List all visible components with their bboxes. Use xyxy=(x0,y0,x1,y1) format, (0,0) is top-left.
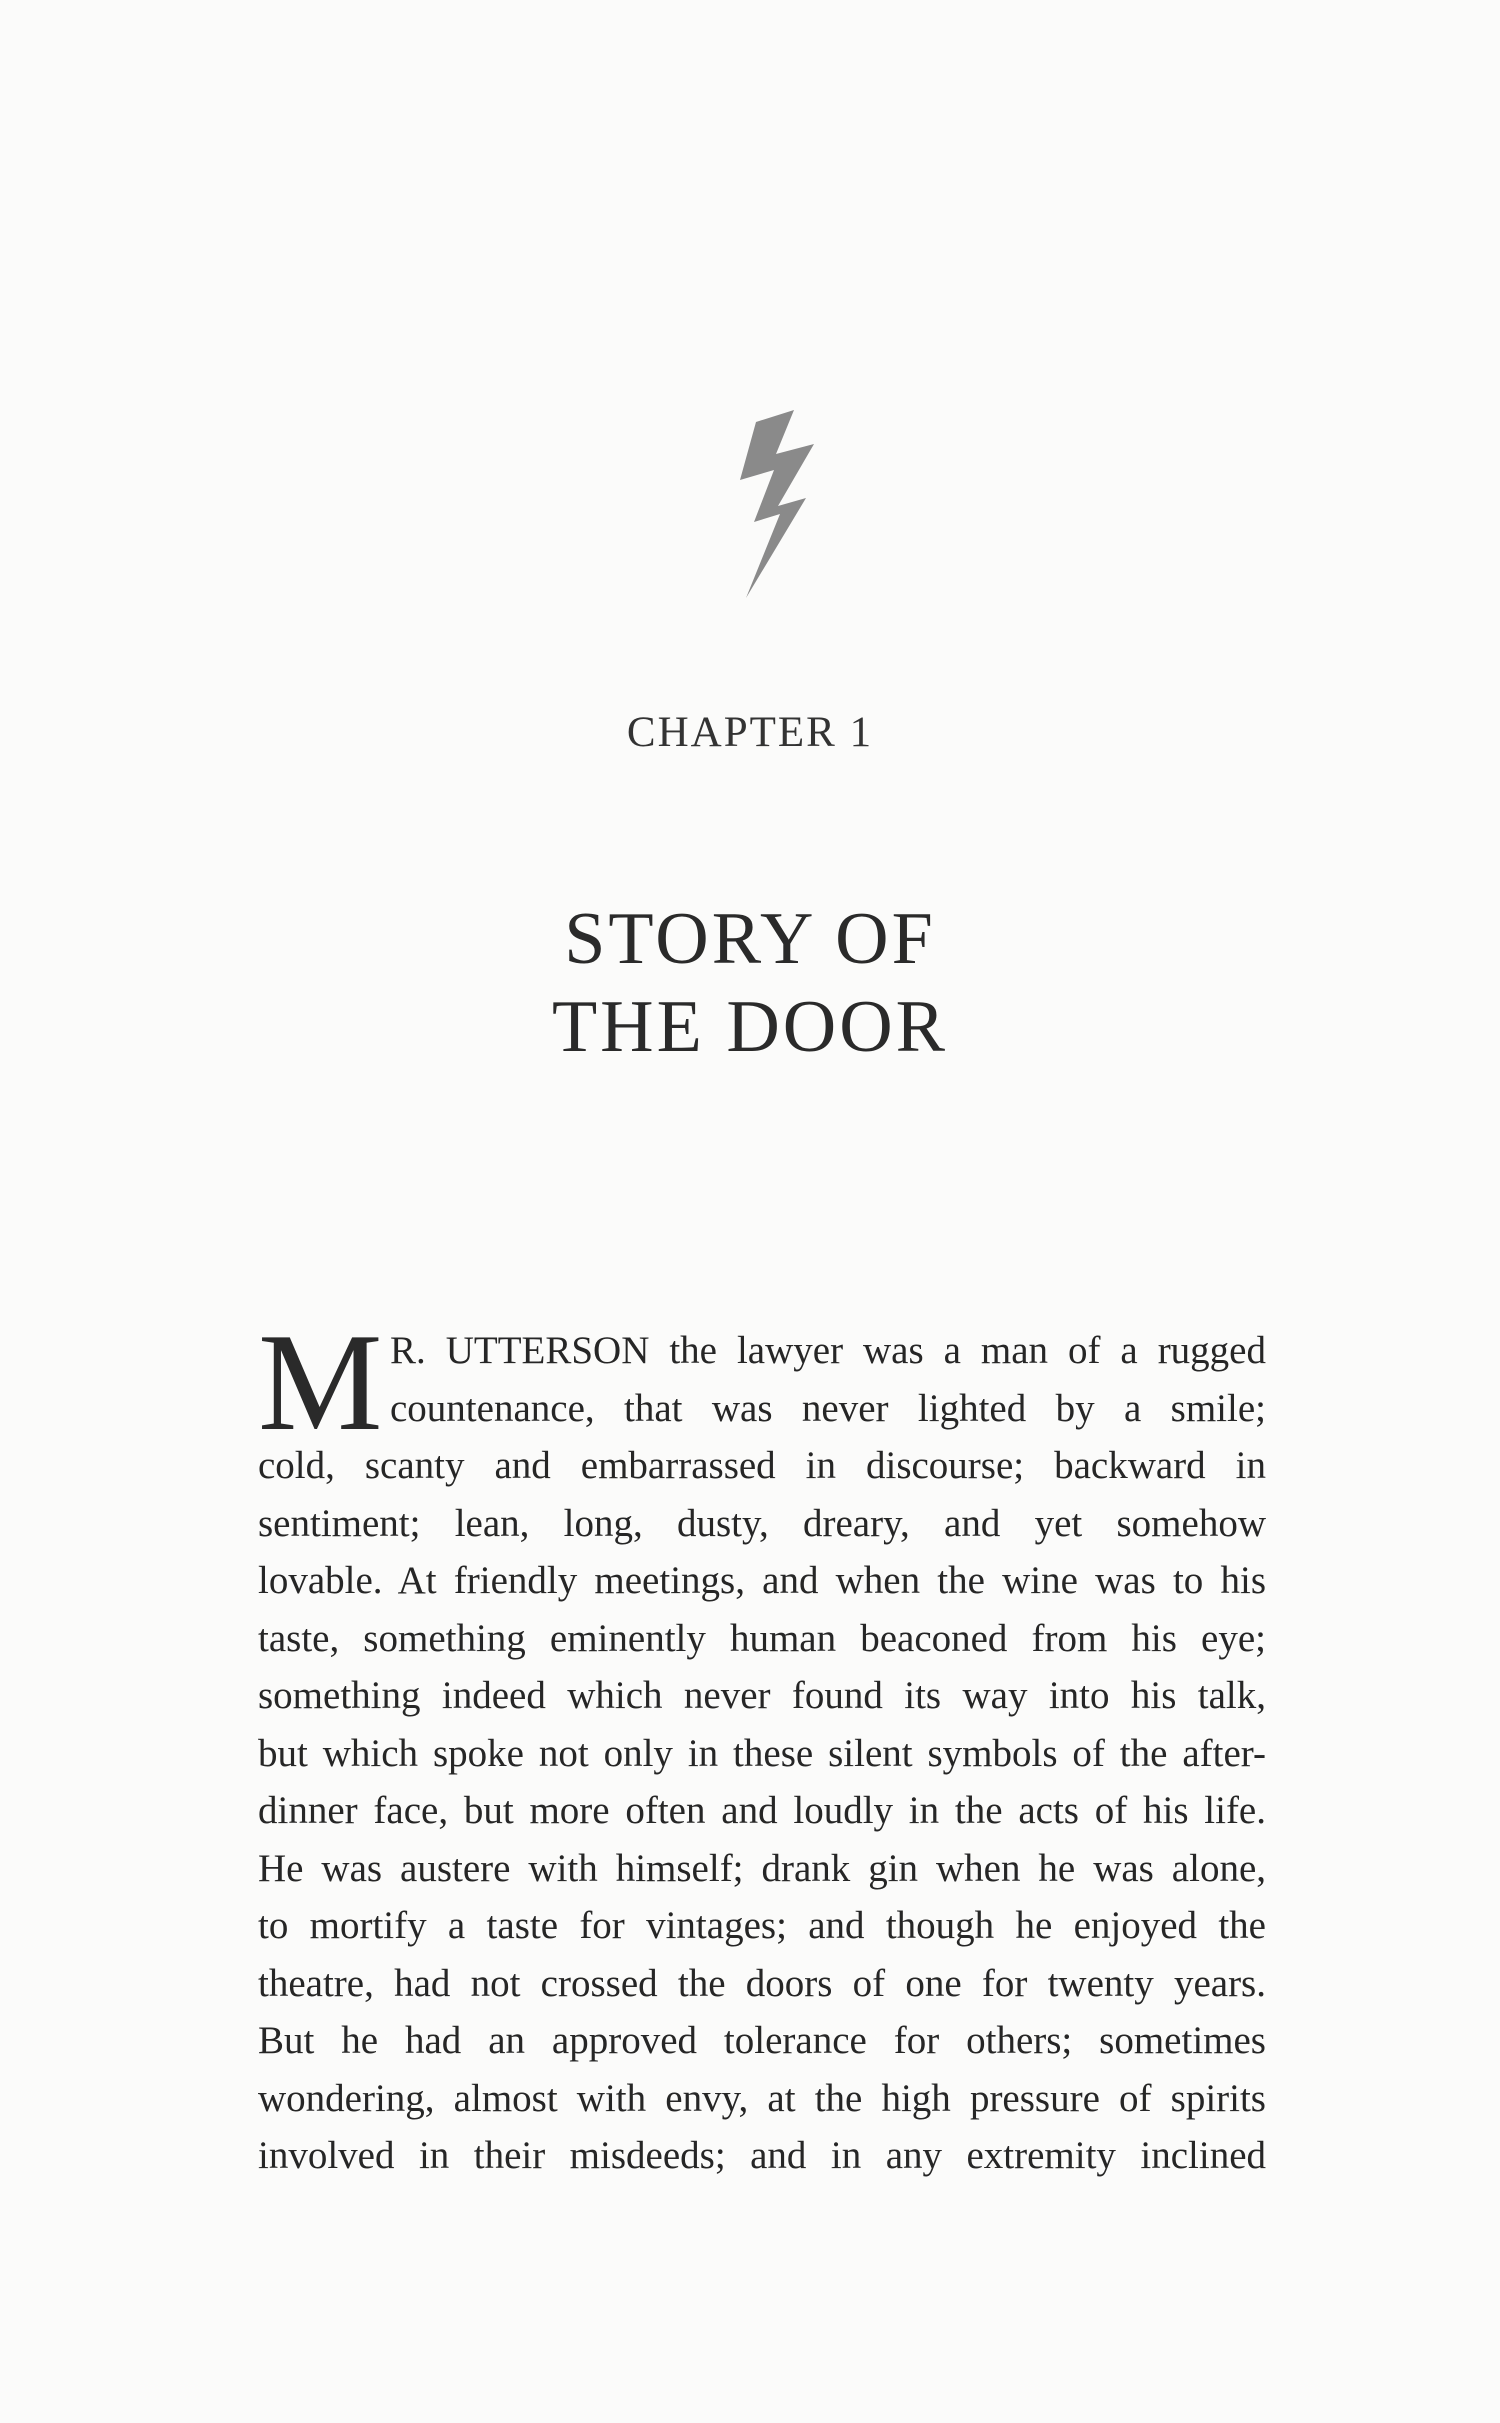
lightning-bolt-icon xyxy=(718,410,830,600)
text-line: He was austere with himself; drank gin when he was alone, xyxy=(258,1846,1266,1890)
text-line: wondering, almost with envy, at the high pressure of spirits xyxy=(258,2076,1266,2120)
chapter-title-line-2: THE DOOR xyxy=(551,986,949,1068)
text-line: sentiment; lean, long, dusty, dreary, and yet somehow xyxy=(258,1501,1266,1545)
text-line: R. UTTERSON the lawyer was a man of a rugged xyxy=(390,1329,1266,1372)
text-line: cold, scanty and embarrassed in discourse; backward in xyxy=(258,1444,1266,1487)
text-line: taste, something eminently human beaconed from his eye; xyxy=(258,1616,1266,1660)
text-line: countenance, that was never lighted by a smile; xyxy=(390,1386,1266,1430)
text-line: involved in their misdeeds; and in any extremity inclined xyxy=(258,2134,1266,2177)
chapter-title-line-1: STORY OF xyxy=(564,898,936,980)
text-line: dinner face, but more often and loudly in the acts of his life. xyxy=(258,1789,1266,1832)
body-paragraph xyxy=(258,1305,1266,2185)
text-line: theatre, had not crossed the doors of one for twenty years. xyxy=(258,1961,1266,2005)
text-line: but which spoke not only in these silent symbols of the after- xyxy=(258,1731,1266,1775)
chapter-label: CHAPTER 1 xyxy=(626,709,874,756)
drop-cap: M xyxy=(258,1305,383,1460)
text-line: to mortify a taste for vintages; and though he enjoyed the xyxy=(258,1904,1266,1947)
text-line: something indeed which never found its way into his talk, xyxy=(258,1674,1266,1717)
text-line: But he had an approved tolerance for others; sometimes xyxy=(258,2019,1266,2062)
chapter-title xyxy=(0,895,1500,1071)
text-line: lovable. At friendly meetings, and when the wine was to his xyxy=(258,1559,1266,1602)
